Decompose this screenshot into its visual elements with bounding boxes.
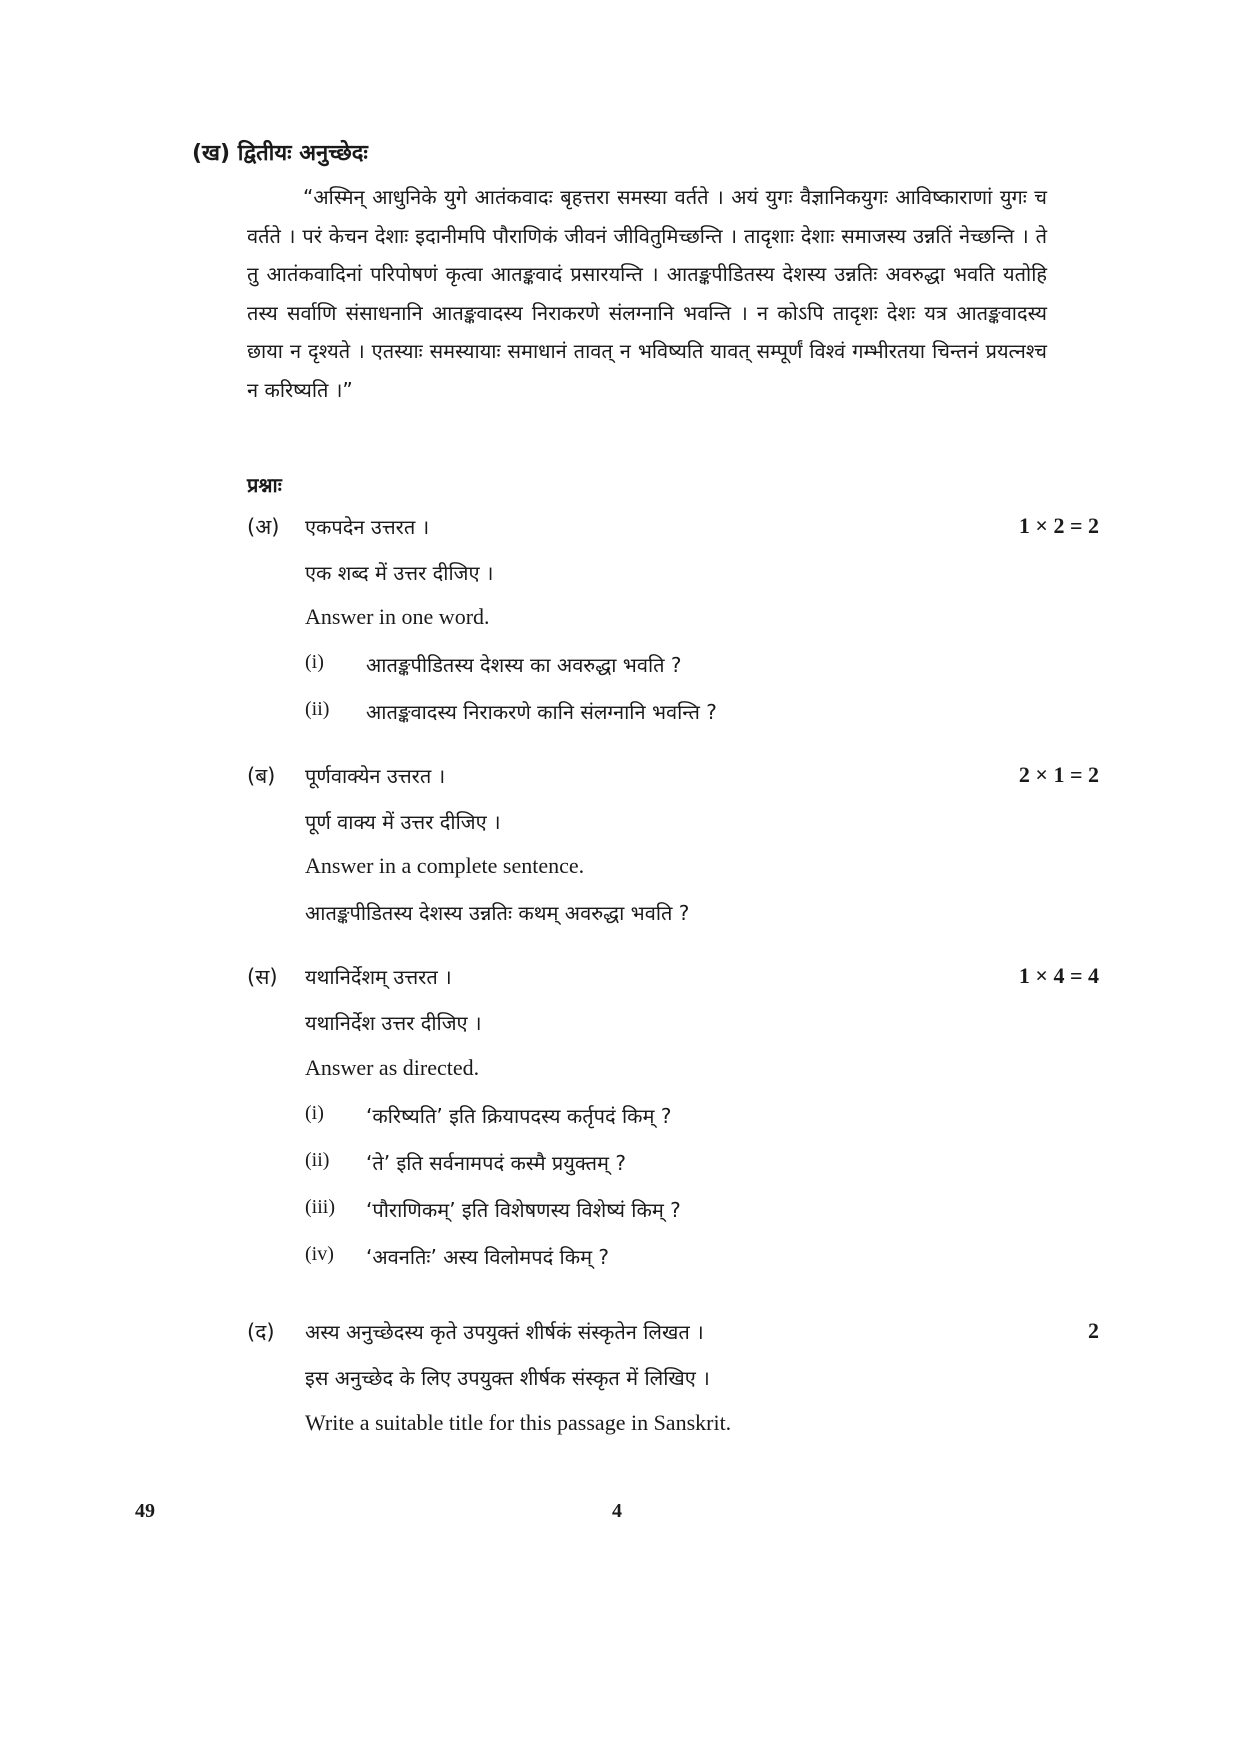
question-d-marks: 2 bbox=[1088, 1318, 1099, 1343]
page-number: 4 bbox=[612, 1500, 622, 1522]
question-b-marks: 2 × 1 = 2 bbox=[1018, 762, 1099, 787]
question-c-item-2-text: ‘ते’ इति सर्वनामपदं कस्मै प्रयुक्तम् ? bbox=[366, 1151, 626, 1175]
question-c-marker: (स) bbox=[247, 965, 278, 989]
question-a-item-2-number: (ii) bbox=[305, 698, 330, 720]
section-heading: (ख) द्वितीयः अनुच्छेदः bbox=[192, 141, 368, 166]
question-d-instruction-sanskrit: अस्य अनुच्छेदस्य कृते उपयुक्तं शीर्षकं संस्कृतेन लिखत । bbox=[305, 1320, 704, 1344]
question-c-item-1-number: (i) bbox=[305, 1102, 324, 1124]
question-c-item-4-number: (iv) bbox=[305, 1243, 334, 1265]
question-a-instruction-hindi: एक शब्द में उत्तर दीजिए । bbox=[305, 561, 494, 585]
question-b-marker: (ब) bbox=[247, 764, 276, 788]
question-c-instruction-sanskrit: यथानिर्देशम् उत्तरत । bbox=[305, 965, 452, 989]
question-c-item-3-text: ‘पौराणिकम्’ इति विशेषणस्य विशेष्यं किम् ? bbox=[366, 1198, 681, 1222]
question-d-instruction-english: Write a suitable title for this passage in Sanskrit. bbox=[305, 1410, 732, 1435]
question-c-instruction-hindi: यथानिर्देश उत्तर दीजिए । bbox=[305, 1011, 482, 1035]
question-a-item-2-text: आतङ्कवादस्य निराकरणे कानि संलग्नानि भवन्ति ? bbox=[366, 700, 717, 724]
paper-code: 49 bbox=[135, 1500, 155, 1522]
passage-text: “अस्मिन् आधुनिके युगे आतंकवादः बृहत्तरा समस्या वर्तते । अयं युगः वैज्ञानिकयुगः आविष्काराणां युगः च वर्तते । परं केचन देशाः इदानीमपि पौराणिकं जीवनं जीवितुमिच्छन्ति । तादृशाः देशाः समाजस्य उन्नतिं नेच्छन्ति । ते तु आतंकवादिनां परिपोषणं कृत्वा आतङ्कवादं प्रसारयन्ति । आतङ्कपीडितस्य देशस्य उन्नतिः अवरुद्धा भवति यतोहि तस्य सर्वाणि संसाधनानि आतङ्कवादस्य निराकरणे संलग्नानि भवन्ति । न कोऽपि तादृशः देशः यत्र आतङ्कवादस्य छाया न दृश्यते । एतस्याः समस्यायाः समाधानं तावत् न भविष्यति यावत् सम्पूर्णं विश्वं गम्भीरतया चिन्तनं प्रयत्नश्च न करिष्यति ।” bbox=[247, 185, 1047, 402]
question-b-question: आतङ्कपीडितस्य देशस्य उन्नतिः कथम् अवरुद्धा भवति ? bbox=[305, 901, 690, 925]
question-c-item-4-text: ‘अवनतिः’ अस्य विलोमपदं किम् ? bbox=[366, 1245, 610, 1269]
question-c-instruction-english: Answer as directed. bbox=[305, 1055, 480, 1080]
question-c-item-1-text: ‘करिष्यति’ इति क्रियापदस्य कर्तृपदं किम् ? bbox=[366, 1104, 672, 1128]
question-c-marks: 1 × 4 = 4 bbox=[1018, 963, 1099, 988]
question-b-instruction-english: Answer in a complete sentence. bbox=[305, 853, 585, 878]
question-a-item-1-number: (i) bbox=[305, 651, 324, 673]
question-b-instruction-sanskrit: पूर्णवाक्येन उत्तरत । bbox=[305, 764, 446, 788]
question-a-instruction-sanskrit: एकपदेन उत्तरत । bbox=[305, 515, 430, 539]
question-d-marker: (द) bbox=[247, 1320, 275, 1344]
question-c-item-3-number: (iii) bbox=[305, 1196, 335, 1218]
question-a-instruction-english: Answer in one word. bbox=[305, 604, 490, 629]
question-d-instruction-hindi: इस अनुच्छेद के लिए उपयुक्त शीर्षक संस्कृत में लिखिए । bbox=[305, 1366, 710, 1390]
question-a-marker: (अ) bbox=[247, 515, 280, 539]
question-a-marks: 1 × 2 = 2 bbox=[1018, 513, 1099, 538]
question-a-item-1-text: आतङ्कपीडितस्य देशस्य का अवरुद्धा भवति ? bbox=[366, 653, 682, 677]
questions-label: प्रश्नाः bbox=[247, 473, 282, 497]
question-c-item-2-number: (ii) bbox=[305, 1149, 330, 1171]
question-b-instruction-hindi: पूर्ण वाक्य में उत्तर दीजिए । bbox=[305, 810, 501, 834]
